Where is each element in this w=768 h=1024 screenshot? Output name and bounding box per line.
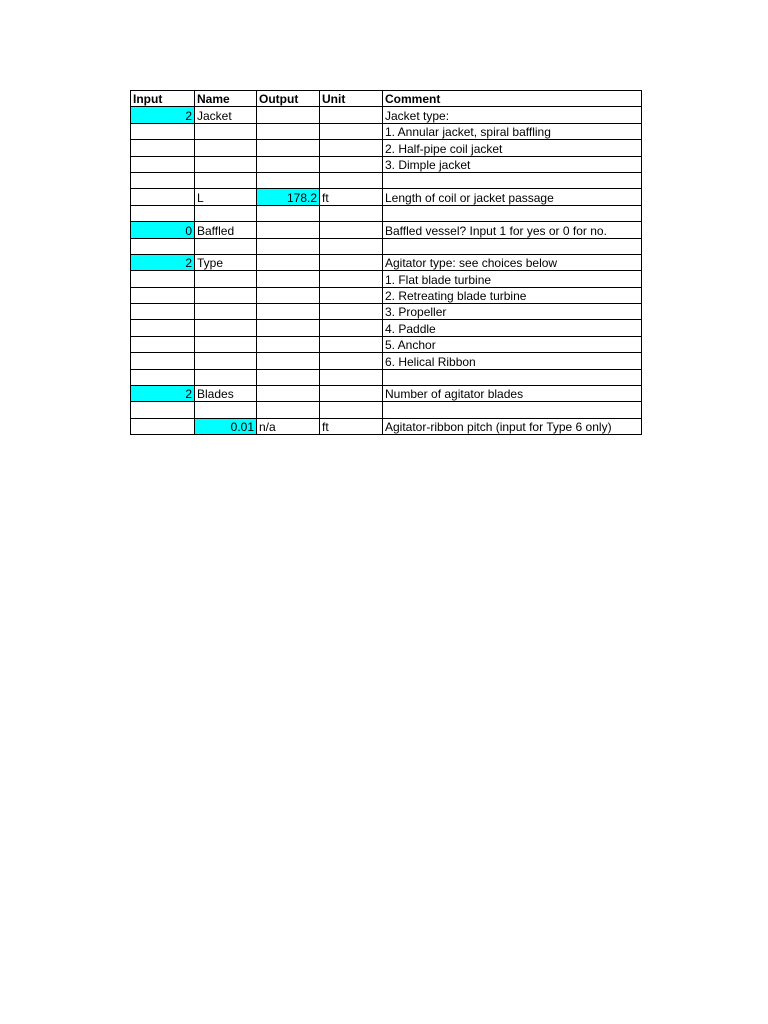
unit-cell[interactable] [320, 222, 383, 238]
input-cell[interactable] [131, 140, 195, 156]
comment-cell[interactable]: 1. Flat blade turbine [383, 271, 642, 287]
table-row [131, 369, 642, 385]
comment-cell[interactable]: 6. Helical Ribbon [383, 353, 642, 369]
comment-cell[interactable]: Number of agitator blades [383, 386, 642, 402]
input-cell[interactable] [131, 156, 195, 172]
table-row [131, 123, 642, 139]
header-input[interactable]: Input [131, 91, 195, 107]
input-cell[interactable] [131, 189, 195, 205]
output-cell[interactable] [257, 172, 320, 188]
unit-cell[interactable]: ft [320, 418, 383, 434]
input-cell[interactable] [131, 369, 195, 385]
name-cell[interactable] [195, 205, 257, 221]
name-cell[interactable] [195, 123, 257, 139]
input-cell-baffled[interactable]: 0 [131, 222, 195, 238]
unit-cell[interactable] [320, 336, 383, 352]
unit-cell[interactable] [320, 238, 383, 254]
unit-cell[interactable] [320, 369, 383, 385]
name-cell[interactable]: Type [195, 254, 257, 270]
unit-cell[interactable] [320, 205, 383, 221]
header-output[interactable]: Output [257, 91, 320, 107]
unit-cell[interactable] [320, 287, 383, 303]
table-row [131, 156, 642, 172]
table-row [131, 205, 642, 221]
input-cell[interactable] [131, 402, 195, 418]
output-cell[interactable] [257, 140, 320, 156]
name-cell[interactable]: Jacket [195, 107, 257, 123]
output-cell[interactable] [257, 156, 320, 172]
output-cell[interactable] [257, 238, 320, 254]
input-cell[interactable] [131, 418, 195, 434]
name-cell[interactable]: Baffled [195, 222, 257, 238]
unit-cell[interactable] [320, 156, 383, 172]
output-cell[interactable] [257, 320, 320, 336]
comment-cell[interactable]: Agitator type: see choices below [383, 254, 642, 270]
output-cell[interactable] [257, 107, 320, 123]
header-comment[interactable]: Comment [383, 91, 642, 107]
input-cell[interactable] [131, 287, 195, 303]
header-row [131, 91, 642, 107]
comment-cell[interactable]: 1. Annular jacket, spiral baffling [383, 123, 642, 139]
comment-cell[interactable] [383, 205, 642, 221]
comment-cell[interactable]: Agitator-ribbon pitch (input for Type 6 only) [383, 418, 642, 434]
comment-cell[interactable] [383, 238, 642, 254]
comment-cell[interactable] [383, 172, 642, 188]
unit-cell[interactable] [320, 140, 383, 156]
unit-cell[interactable] [320, 172, 383, 188]
comment-cell[interactable]: 4. Paddle [383, 320, 642, 336]
output-cell[interactable] [257, 123, 320, 139]
name-cell[interactable] [195, 238, 257, 254]
name-cell[interactable] [195, 353, 257, 369]
table-row [131, 320, 642, 336]
output-cell[interactable] [257, 287, 320, 303]
input-cell[interactable] [131, 271, 195, 287]
header-name[interactable]: Name [195, 91, 257, 107]
unit-cell[interactable] [320, 304, 383, 320]
table-row [131, 107, 642, 123]
table-row [131, 353, 642, 369]
name-cell[interactable] [195, 271, 257, 287]
output-cell[interactable] [257, 271, 320, 287]
unit-cell[interactable] [320, 320, 383, 336]
comment-cell[interactable]: 2. Retreating blade turbine [383, 287, 642, 303]
comment-cell[interactable] [383, 369, 642, 385]
input-cell[interactable] [131, 336, 195, 352]
input-cell[interactable] [131, 205, 195, 221]
name-cell[interactable] [195, 140, 257, 156]
output-cell[interactable] [257, 222, 320, 238]
spreadsheet-table [130, 90, 642, 435]
output-cell[interactable] [257, 205, 320, 221]
input-cell[interactable] [131, 123, 195, 139]
name-cell[interactable] [195, 369, 257, 385]
table-row [131, 271, 642, 287]
table-row [131, 386, 642, 402]
table-row [131, 402, 642, 418]
table-row [131, 336, 642, 352]
output-cell[interactable] [257, 386, 320, 402]
table-row [131, 418, 642, 434]
name-cell-pitch[interactable]: 0.01 [195, 418, 257, 434]
input-cell[interactable] [131, 320, 195, 336]
comment-cell[interactable]: Length of coil or jacket passage [383, 189, 642, 205]
table-row [131, 238, 642, 254]
unit-cell[interactable] [320, 271, 383, 287]
comment-cell[interactable] [383, 402, 642, 418]
output-cell[interactable] [257, 254, 320, 270]
name-cell[interactable] [195, 320, 257, 336]
output-cell[interactable]: n/a [257, 418, 320, 434]
input-cell[interactable] [131, 304, 195, 320]
unit-cell[interactable] [320, 107, 383, 123]
table-row [131, 189, 642, 205]
table-row [131, 304, 642, 320]
output-cell[interactable] [257, 353, 320, 369]
output-cell-length[interactable]: 178.2 [257, 189, 320, 205]
comment-cell[interactable]: 3. Dimple jacket [383, 156, 642, 172]
input-cell[interactable] [131, 172, 195, 188]
name-cell[interactable] [195, 336, 257, 352]
comment-cell[interactable]: Baffled vessel? Input 1 for yes or 0 for no. [383, 222, 642, 238]
table-row [131, 287, 642, 303]
name-cell[interactable] [195, 156, 257, 172]
comment-cell[interactable]: 3. Propeller [383, 304, 642, 320]
header-unit[interactable]: Unit [320, 91, 383, 107]
unit-cell[interactable] [320, 123, 383, 139]
output-cell[interactable] [257, 336, 320, 352]
output-cell[interactable] [257, 369, 320, 385]
output-cell[interactable] [257, 304, 320, 320]
name-cell[interactable] [195, 172, 257, 188]
table-row [131, 254, 642, 270]
comment-cell[interactable]: 5. Anchor [383, 336, 642, 352]
input-cell-blades[interactable]: 2 [131, 386, 195, 402]
unit-cell[interactable] [320, 353, 383, 369]
input-cell[interactable] [131, 238, 195, 254]
unit-cell[interactable] [320, 254, 383, 270]
input-cell-jacket[interactable]: 2 [131, 107, 195, 123]
input-cell[interactable] [131, 353, 195, 369]
comment-cell[interactable]: 2. Half-pipe coil jacket [383, 140, 642, 156]
name-cell[interactable] [195, 402, 257, 418]
table-row [131, 222, 642, 238]
unit-cell[interactable] [320, 386, 383, 402]
name-cell[interactable] [195, 304, 257, 320]
output-cell[interactable] [257, 402, 320, 418]
name-cell[interactable]: Blades [195, 386, 257, 402]
table-row [131, 140, 642, 156]
unit-cell[interactable] [320, 402, 383, 418]
comment-cell[interactable]: Jacket type: [383, 107, 642, 123]
input-cell-type[interactable]: 2 [131, 254, 195, 270]
unit-cell[interactable]: ft [320, 189, 383, 205]
name-cell[interactable]: L [195, 189, 257, 205]
name-cell[interactable] [195, 287, 257, 303]
table-row [131, 172, 642, 188]
